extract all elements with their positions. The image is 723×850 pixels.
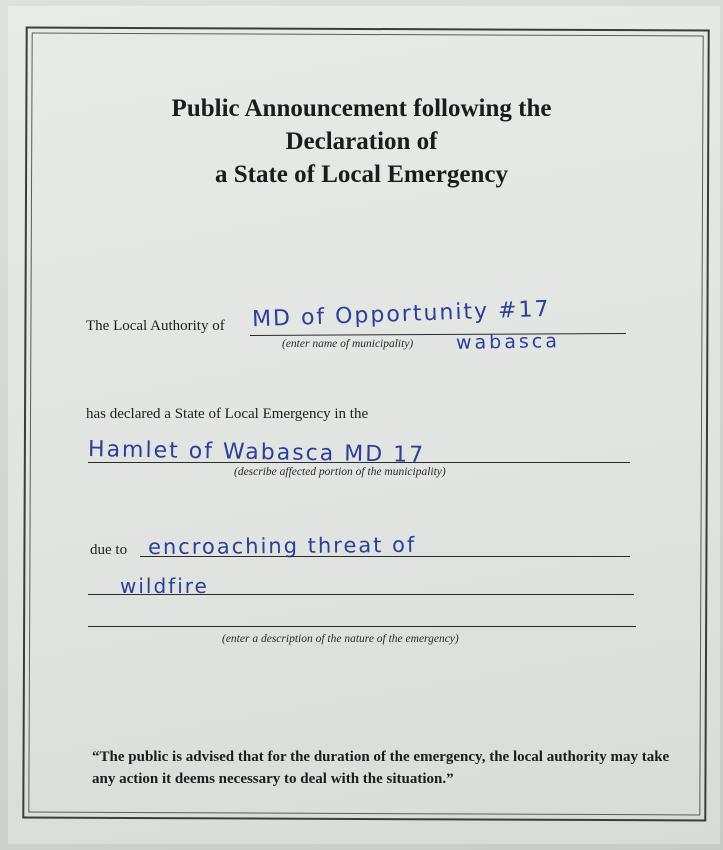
authority-handwritten-note: wabasca bbox=[455, 330, 561, 354]
declared-handwriting: Hamlet of Wabasca MD 17 bbox=[87, 437, 426, 468]
due-to-label: due to bbox=[90, 542, 128, 558]
title-line-1: Public Announcement following the bbox=[171, 95, 552, 122]
title-line-3: a State of Local Emergency bbox=[215, 161, 508, 188]
due-to-handwriting-1: encroaching threat of bbox=[147, 532, 417, 560]
public-notice: “The public is advised that for the duration of the emergency, the local authority may take any action it deems necessary to deal with the situation.” bbox=[92, 749, 670, 787]
due-to-hint: (enter a description of the nature of the emergency) bbox=[222, 633, 459, 645]
declared-label: has declared a State of Local Emergency in the bbox=[86, 406, 369, 422]
title-line-2: Declaration of bbox=[285, 128, 438, 155]
authority-label: The Local Authority of bbox=[86, 318, 225, 334]
authority-hint: (enter name of municipality) bbox=[282, 338, 414, 350]
document-title bbox=[0, 92, 723, 191]
due-to-line-1 bbox=[140, 556, 630, 557]
due-to-handwriting-2: wildfire bbox=[120, 574, 209, 598]
due-to-line-2 bbox=[88, 594, 634, 595]
declared-line bbox=[88, 462, 630, 463]
due-to-line-3 bbox=[88, 626, 636, 627]
authority-handwriting: MD of Opportunity #17 bbox=[251, 296, 551, 333]
declared-hint: (describe affected portion of the municipality) bbox=[234, 466, 446, 478]
